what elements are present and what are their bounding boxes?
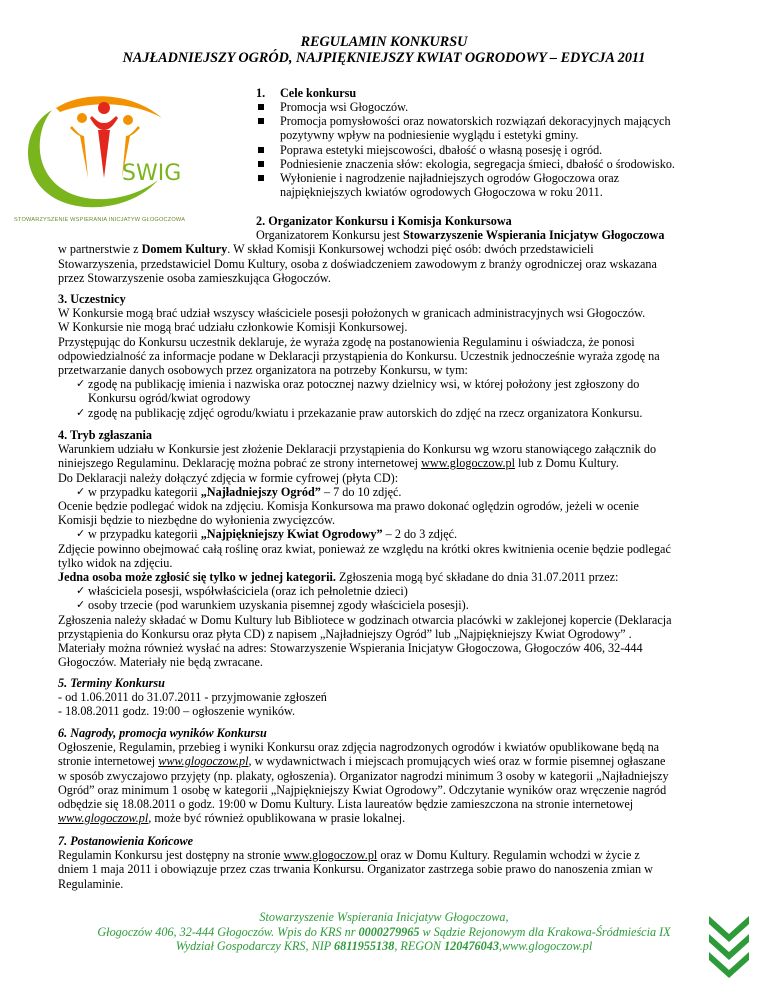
- list-item: Podniesienie znaczenia słów: ekologia, segregacja śmieci, dbałość o środowisko.: [256, 157, 726, 171]
- checklist-item: ✓ osoby trzecie (pod warunkiem uzyskania pisemnej zgody właściciela posesji).: [76, 598, 469, 613]
- bullet-icon: [258, 118, 264, 124]
- section-participants: [58, 292, 734, 420]
- paragraph-line: Ogród” oraz minimum 1 osobę w kategorii „Najpiękniejszy Kwiat Ogrodowy”. Odczytanie wyników oraz wręczenie nagród: [58, 782, 667, 797]
- paragraph-line: tylko widok na zdjęciu.: [58, 555, 173, 570]
- section-number: 1.: [256, 86, 266, 100]
- website-link[interactable]: www.glogoczow.pl: [421, 456, 515, 471]
- footer-org-name: Stowarzyszenie Wspierania Inicjatyw Głogoczowa,: [259, 910, 509, 924]
- document-title: REGULAMIN KONKURSU: [300, 34, 468, 50]
- swig-logo: [12, 88, 244, 228]
- paragraph-line: niniejszego Regulaminu. Deklarację można pobrać ze strony internetowej www.glogoczow.pl lub z Domu Kultury.: [58, 456, 619, 471]
- paragraph-line: odpowiedzialność za informacje podane w Deklaracji przystąpienia do Konkursu. Uczestnik jednocześnie wyraża zgodę na: [58, 348, 660, 363]
- section-heading: 3. Uczestnicy: [58, 292, 126, 306]
- swig-logo-graphic: [12, 88, 244, 210]
- list-item-continuation: najpiękniejszych kwiatów ogrodowych Głogoczowa w roku 2011.: [280, 185, 603, 200]
- bullet-icon: [258, 147, 264, 153]
- section-prizes: [58, 726, 734, 825]
- checkmark-icon: ✓: [76, 584, 86, 598]
- document-subtitle: NAJŁADNIEJSZY OGRÓD, NAJPIĘKNIEJSZY KWIAT OGRODOWY – EDYCJA 2011: [122, 50, 646, 66]
- paragraph-line: Przystępując do Konkursu uczestnik deklaruje, że wyraża zgodę na postanowienia Regulaminu i oświadcza, że ponosi: [58, 334, 635, 349]
- chevron-down-icon: [706, 912, 752, 982]
- paragraph-line: odbędzie się 18.08.2011 o godz. 19:00 w Domu Kultury. Lista laureatów będzie zamieszczona na stronie internetowej: [58, 797, 634, 812]
- section-final: [58, 834, 734, 891]
- paragraph-line: Głogoczów. Materiały nie będą zwracane.: [58, 655, 263, 670]
- logo-caption: STOWARZYSZENIE WSPIERANIA INICJATYW GŁOGOCZOWA: [14, 217, 186, 223]
- paragraph-line: W Konkursie mogą brać udział wszyscy właściciele posesji położonych w granicach administracyjnych wsi Głogoczów.: [58, 306, 646, 321]
- checklist-item: ✓ zgodę na publikację zdjęć ogrodu/kwiatu i przekazanie praw autorskich do zdjęć na rzecz organizatora Konkursu.: [76, 405, 643, 420]
- section-heading: 2. Organizator Konkursu i Komisja Konkursowa: [256, 214, 512, 228]
- paragraph-line: dniem 1 maja 2011 i obowiązuje przez czas trwania Konkursu. Organizator zastrzega sobie prawo do nanoszenia zmian w: [58, 862, 653, 877]
- checkmark-icon: ✓: [76, 405, 86, 419]
- paragraph-line: Regulamin Konkursu jest dostępny na stronie www.glogoczow.pl oraz w Domu Kultury. Regulamin wchodzi w życie z: [58, 848, 640, 863]
- checklist-continuation: Konkursu ogród/kwiat ogrodowy: [88, 391, 251, 406]
- checkmark-icon: ✓: [76, 377, 86, 391]
- website-link[interactable]: www.glogoczow.pl: [58, 811, 149, 826]
- goals-list: [256, 100, 726, 199]
- checklist-item: ✓ w przypadku kategorii „Najpiękniejszy Kwiat Ogrodowy” – 2 do 3 zdjęć.: [76, 527, 458, 542]
- paragraph-line: Materiały można również wysłać na adres: Stowarzyszenie Wspierania Inicjatyw Głogoczowa, Głogoczów 406, 32-444: [58, 641, 643, 656]
- paragraph-line: Ogłoszenie, Regulamin, przebieg i wyniki Konkursu oraz zdjęcia nagrodzonych ogrodów i kwiatów opublikowane będą na: [58, 740, 660, 755]
- paragraph-line: Organizatorem Konkursu jest Stowarzyszenie Wspierania Inicjatyw Głogoczowa: [256, 228, 665, 243]
- bullet-icon: [258, 161, 264, 167]
- checklist-item: ✓ właściciela posesji, współwłaściciela (oraz ich pełnoletnie dzieci): [76, 584, 408, 599]
- website-link[interactable]: www.glogoczow.pl: [283, 848, 378, 863]
- bullet-icon: [258, 175, 264, 181]
- list-item: Wyłonienie i nagrodzenie najładniejszych ogrodów Głogoczowa oraz: [256, 171, 726, 185]
- paragraph-line: Stowarzyszenia, przedstawiciel Domu Kultury, osoba z doświadczeniem zawodowym z branży ogrodniczej oraz wskazana: [58, 256, 657, 271]
- website-link[interactable]: www.glogoczow.pl: [158, 754, 249, 769]
- paragraph-line: www.glogoczow.pl, może być również opublikowana w prasie lokalnej.: [58, 811, 406, 826]
- list-item-continuation: pozytywny wpływ na podniesienie wyglądu i estetyki gminy.: [280, 128, 579, 143]
- section-submission: [58, 428, 734, 669]
- footer: [0, 910, 768, 954]
- paragraph-line: Do Deklaracji należy dołączyć zdjęcia w formie cyfrowej (płyta CD):: [58, 470, 399, 485]
- paragraph-line: Komisji będzie to niezbędne do wyłonienia zwycięzców.: [58, 513, 336, 528]
- paragraph-line: w partnerstwie z Domem Kultury. W skład Komisji Konkursowej wchodzi pięć osób: dwóch przedstawicieli: [58, 242, 594, 257]
- checklist-item: ✓ w przypadku kategorii „Najładniejszy Ogród” – 7 do 10 zdjęć.: [76, 484, 402, 499]
- section-heading: 5. Terminy Konkursu: [58, 676, 165, 690]
- paragraph-line: Zgłoszenia należy składać w Domu Kultury lub Bibliotece w godzinach otwarcia placówki w zaklejonej kopercie (Deklaracja: [58, 612, 672, 627]
- paragraph-line: - 18.08.2011 godz. 19:00 – ogłoszenie wyników.: [58, 704, 296, 719]
- paragraph-line: przetwarzanie danych osobowych przez organizatora na potrzeby Konkursu, w tym:: [58, 363, 468, 378]
- checkmark-icon: ✓: [76, 484, 86, 498]
- paragraph-line: Jedna osoba może zgłosić się tylko w jednej kategorii. Zgłoszenia mogą być składane do dnia 31.07.2011 przez:: [58, 570, 619, 585]
- list-item: Promocja pomysłowości oraz nowatorskich rozwiązań dekoracyjnych mających: [256, 114, 726, 128]
- footer-registry: Wydział Gospodarczy KRS, NIP 6811955138, REGON 120476043,www.glogoczow.pl: [175, 939, 593, 953]
- paragraph-line: W Konkursie nie mogą brać udziału członkowie Komisji Konkursowej.: [58, 320, 408, 335]
- list-item: Poprawa estetyki miejscowości, dbałość o własną posesję i ogród.: [256, 143, 726, 157]
- section-heading: 6. Nagrody, promocja wyników Konkursu: [58, 726, 267, 740]
- section-heading: 7. Postanowienia Końcowe: [58, 834, 194, 848]
- footer-address: Głogoczów 406, 32-444 Głogoczów. Wpis do KRS nr 0000279965 w Sądzie Rejonowym dla Krakowa-Śródmieścia IX: [97, 924, 671, 939]
- section-dates: [58, 676, 734, 719]
- paragraph-line: przez Stowarzyszenie osoba zamieszkująca Głogoczów.: [58, 270, 331, 285]
- checkmark-icon: ✓: [76, 598, 86, 612]
- section-heading: 4. Tryb zgłaszania: [58, 428, 153, 442]
- paragraph-line: w sposób zwyczajowo przyjęty (np. plakaty, ogłoszenia). Organizator nagrodzi minimum 3 osoby w kategorii „Najładniejszy: [58, 768, 669, 783]
- section-heading: Cele konkursu: [280, 86, 357, 100]
- paragraph-line: przystąpienia do Konkursu oraz płyta CD) z napisem „Najładniejszy Ogród” lub „Najpiękniejszy Kwiat Ogrodowy” .: [58, 626, 632, 641]
- logo-text: SWIG: [122, 161, 182, 186]
- list-item: Promocja wsi Głogoczów.: [256, 100, 726, 114]
- paragraph-line: Regulaminie.: [58, 876, 124, 891]
- paragraph-line: Zdjęcie powinno obejmować całą roślinę oraz kwiat, ponieważ ze względu na krótki okres kwitnienia ocenie będzie podlegać: [58, 541, 671, 556]
- bullet-icon: [258, 104, 264, 110]
- paragraph-line: Warunkiem udziału w Konkursie jest złożenie Deklaracji przystąpienia do Konkursu wg wzoru stanowiącego załącznik do: [58, 442, 657, 457]
- paragraph-line: - od 1.06.2011 do 31.07.2011 - przyjmowanie zgłoszeń: [58, 690, 327, 705]
- paragraph-line: stronie internetowej www.glogoczow.pl, w wydawnictwach i miejscach promujących wieś oraz w formie pisemnej ogłaszane: [58, 754, 666, 769]
- paragraph-line: Ocenie będzie podlegać widok na zdjęciu. Komisja Konkursowa ma prawo dokonać oględzin ogrodów, jeżeli w ocenie: [58, 499, 639, 514]
- checkmark-icon: ✓: [76, 527, 86, 541]
- section-organizer: [58, 214, 734, 285]
- checklist-item: ✓ zgodę na publikację imienia i nazwiska oraz potocznej nazwy dzielnicy wsi, w której położony jest zgłoszony do: [76, 377, 640, 392]
